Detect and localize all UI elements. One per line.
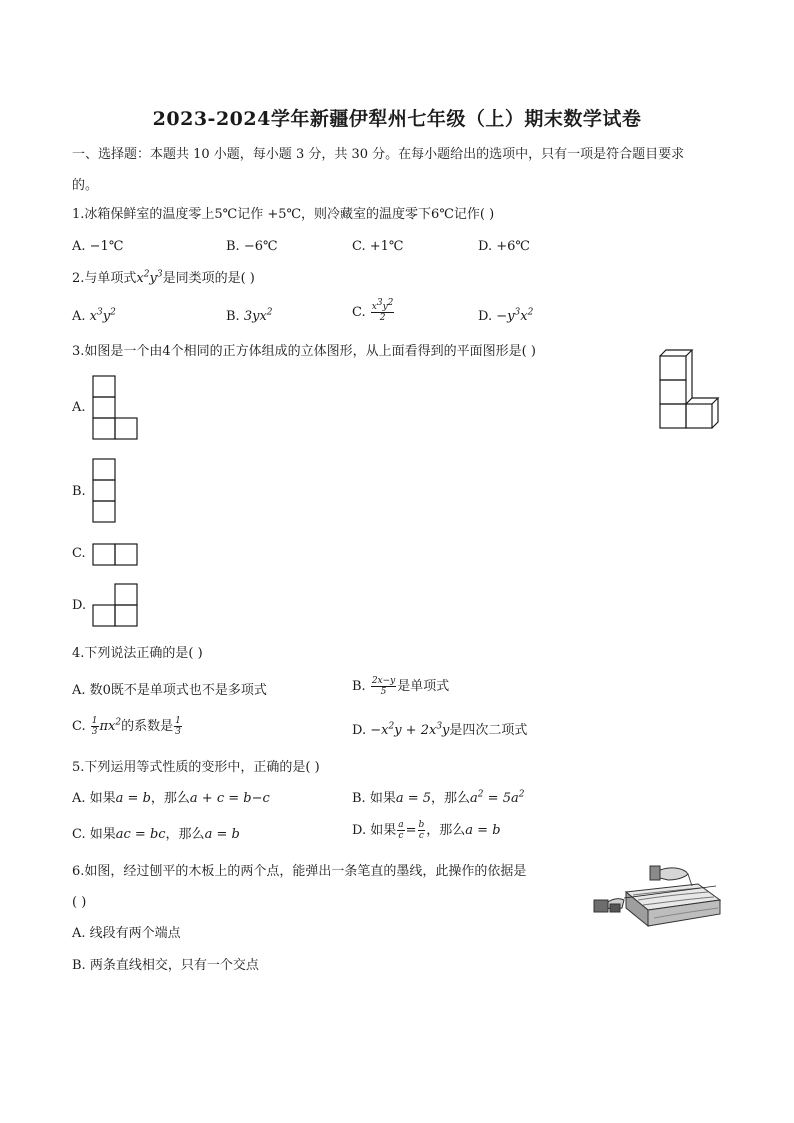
q1-stem: 1.冰箱保鲜室的温度零上5℃记作 +5℃，则冷藏室的温度零下6℃记作( ): [72, 207, 495, 222]
q5-a-pre: A. 如果: [72, 791, 116, 806]
q4-c-expr: $\pi x^2$: [99, 717, 122, 734]
q5-option-d: [352, 820, 501, 841]
q1-option-c: C. +1℃: [352, 239, 404, 254]
q2-option-a: [72, 308, 116, 326]
q2-a-expr: $x^3y^2$: [89, 307, 116, 324]
q5-c-result: a = b: [204, 827, 240, 842]
q5-a-result: a + c = b−c: [189, 791, 270, 806]
q1-option-d: D. +6℃: [478, 239, 530, 254]
q2-stem-post: 是同类项的是( ): [162, 271, 255, 286]
q5-d-eq: =: [405, 823, 417, 838]
q4-c-fraction2: $\frac{1}{3}$: [175, 716, 181, 737]
q4-option-a: A. 数0既不是单项式也不是多项式: [72, 683, 267, 698]
q2-monomial: $x^2y^3$: [136, 269, 163, 286]
q5-b-result: $a^2 = 5a^2$: [470, 789, 525, 806]
q5-a-cond: a = b: [115, 791, 151, 806]
q5-c-mid: ，那么: [165, 827, 205, 842]
q2-a-label: A.: [72, 309, 86, 324]
q6-plank-illustration: [588, 862, 726, 932]
q4-c-mid: 的系数是: [121, 719, 174, 734]
q5-d-result: a = b: [465, 823, 501, 838]
q5-a-mid: ，那么: [150, 791, 190, 806]
q2-stem-pre: 2.与单项式: [72, 271, 137, 286]
q5-stem: 5.下列运用等式性质的变形中，正确的是( ): [72, 760, 320, 775]
q3-option-a-figure: [92, 375, 138, 441]
q5-option-c: [72, 826, 240, 844]
q3-stem: 3.如图是一个由4个相同的正方体组成的立体图形，从上面看得到的平面图形是( ): [72, 344, 536, 359]
q2-b-expr: $3yx^2$: [243, 307, 273, 324]
q4-b-label: B.: [352, 679, 366, 694]
q3-option-b-figure: [92, 458, 117, 524]
q4-option-d: [352, 722, 527, 740]
q2-c-fraction: $\frac{x^3y^2}{2}$: [371, 298, 394, 323]
q4-b-post: 是单项式: [397, 679, 450, 694]
q4-b-fraction: $\frac{2x-y}{5}$: [371, 676, 396, 697]
q5-c-cond: ac = bc: [115, 827, 166, 842]
q4-d-label: D.: [352, 723, 367, 738]
q6-option-a: A. 线段有两个端点: [72, 926, 181, 941]
q2-d-label: D.: [478, 309, 493, 324]
q5-b-pre: B. 如果: [352, 791, 396, 806]
page-title: 2023-2024学年新疆伊犁州七年级（上）期末数学试卷: [152, 108, 642, 130]
q6-option-b: B. 两条直线相交，只有一个交点: [72, 958, 259, 973]
q4-option-b: [352, 676, 449, 697]
q5-b-cond: a = 5: [395, 791, 432, 806]
q2-c-label: C.: [352, 305, 366, 320]
q2-option-d: [478, 308, 533, 326]
q3-solid-figure: [650, 344, 726, 432]
q2-d-text: −y: [496, 309, 515, 324]
q6-stem: 6.如图，经过刨平的木板上的两个点，能弹出一条笔直的墨线，此操作的依据是: [72, 864, 527, 879]
q1-option-b: B. −6℃: [226, 239, 278, 254]
q4-d-expr: $-x^2y + 2x^3y$: [370, 721, 450, 738]
q3-option-d-figure: [92, 583, 138, 629]
q5-d-frac2: $\frac{b}{c}$: [418, 820, 425, 841]
q4-stem: 4.下列说法正确的是( ): [72, 646, 203, 661]
q5-d-frac1: $\frac{a}{c}$: [398, 820, 404, 841]
q2-option-b: [226, 308, 273, 326]
q2-option-c: [352, 298, 395, 323]
q5-d-mid: ，那么: [426, 823, 466, 838]
q3-option-a-label: A.: [72, 400, 86, 415]
q4-option-c: [72, 716, 183, 737]
q5-c-pre: C. 如果: [72, 827, 116, 842]
q3-option-c-label: C.: [72, 546, 86, 561]
q4-c-label: C.: [72, 719, 86, 734]
q4-d-post: 是四次二项式: [449, 723, 528, 738]
q3-option-c-figure: [92, 543, 138, 567]
q2-d-expr: $-y^3x^2$: [496, 307, 534, 324]
q5-b-mid: ，那么: [431, 791, 471, 806]
q3-option-b-label: B.: [72, 484, 86, 499]
q2-b-label: B.: [226, 309, 240, 324]
q3-option-d-label: D.: [72, 598, 87, 613]
q6-paren: ( ): [72, 895, 87, 910]
section-instructions-line1: 一、选择题：本题共 10 小题，每小题 3 分，共 30 分。在每小题给出的选项中，只有一项是符合题目要求: [72, 147, 685, 162]
q5-d-pre: D. 如果: [352, 823, 397, 838]
q5-option-a: [72, 790, 270, 808]
q2-stem: [72, 270, 255, 288]
q1-option-a: A. −1℃: [72, 239, 124, 254]
section-instructions-line2: 的。: [72, 178, 99, 193]
q5-option-b: [352, 790, 524, 808]
q2-b-text: 3yx: [243, 309, 267, 324]
q4-c-fraction1: $\frac{1}{3}$: [91, 716, 98, 737]
